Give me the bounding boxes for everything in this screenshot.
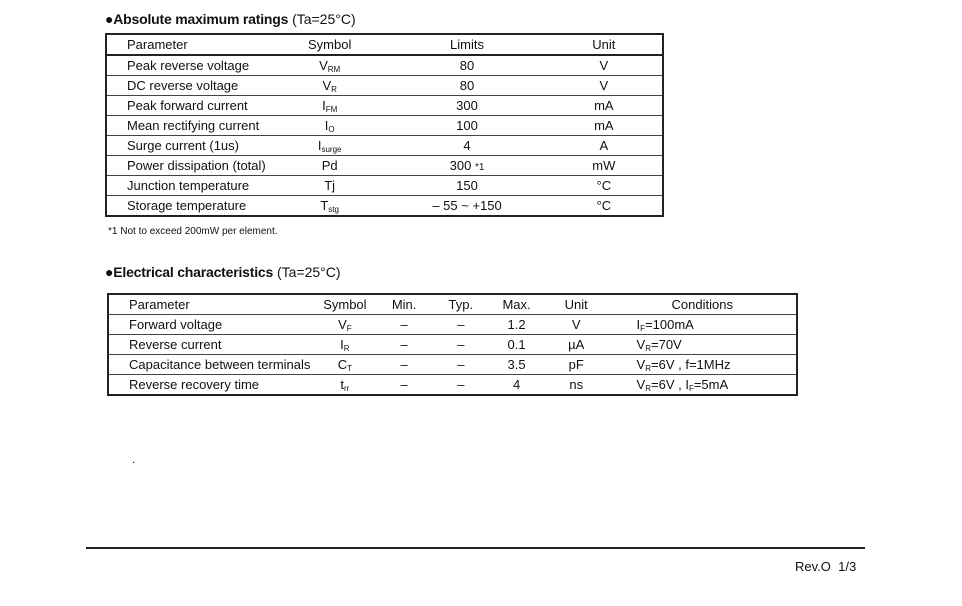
param-cell: Surge current (1us) [106,136,271,156]
max-cell: 4 [512,377,521,392]
table-row [106,196,663,217]
unit-cell: mW [546,156,663,176]
symbol-cell: $V_{RM}$ [271,55,388,76]
footnote: *1 Not to exceed 200mW per element. [108,226,278,237]
param-cell: Capacitance between terminals [108,355,314,375]
symbol-cell: $I_{FM}$ [271,96,388,116]
typ-cell: – [457,377,465,392]
electrical-characteristics-table [107,293,798,396]
limit-cell: 4 [388,136,545,156]
symbol-cell: $I_{surge}$ [271,136,388,156]
unit-cell: mA [546,116,663,136]
max-cell: 1.2 [489,315,544,335]
param-cell: Mean rectifying current [106,116,271,136]
header-symbol: Symbol [314,294,376,315]
header-limits: Limits [388,34,545,55]
min-cell: – [376,355,433,375]
min-cell: – [376,315,433,335]
table-header-row [108,294,797,315]
absolute-max-table [105,33,664,217]
param-cell: Junction temperature [106,176,271,196]
param-cell: Power dissipation (total) [106,156,271,176]
section-title-electrical: ●Electrical characteristics (Ta=25°C) [105,264,341,280]
conditions-cell: $V_R=6V$ , f=1MHz [609,355,797,375]
typ-cell: – [432,355,489,375]
title-text: Electrical characteristics [113,264,274,280]
table-row [106,96,663,116]
table-row [106,176,663,196]
footer-divider [86,547,865,549]
limit-cell: 300 *1 [388,156,545,176]
limit-cell: 80 [388,55,545,76]
min-cell: – [376,335,433,355]
header-symbol: Symbol [271,34,388,55]
param-cell: Peak reverse voltage [106,55,271,76]
table-row [106,76,663,96]
param-cell: Forward voltage [108,315,314,335]
footnote-ref: *1 [474,162,485,173]
param-cell: Reverse current [108,335,314,355]
unit-cell: µA [544,335,609,355]
limit-cell: 150 [388,176,545,196]
limit-cell: 80 [388,76,545,96]
max-cell: 3.5 [489,355,544,375]
table-row [108,335,797,355]
unit-cell: mA [546,96,663,116]
table-header-row [106,34,663,55]
symbol-cell: $V_R$ [271,76,388,96]
conditions-cell: $I_F=100mA$ [609,315,797,335]
header-unit: Unit [546,34,663,55]
param-cell: Storage temperature [127,198,247,213]
table-row [108,315,797,335]
header-unit: Unit [544,294,609,315]
header-max: Max. [489,294,544,315]
param-cell: DC reverse voltage [106,76,271,96]
table-row [108,355,797,375]
symbol-cell: $T_{stg}$ [320,197,339,214]
header-conditions: Conditions [609,294,797,315]
header-parameter: Parameter [106,34,271,55]
unit-cell: V [544,315,609,335]
typ-cell: – [432,315,489,335]
page-number: 1/3 [838,559,857,574]
table-row [108,375,797,396]
param-cell: Reverse recovery time [129,377,260,392]
stray-dot: . [132,452,136,466]
limit-cell: – 55 ~ +150 [432,198,502,213]
header-typ: Typ. [432,294,489,315]
symbol-cell: $V_F$ [314,315,376,335]
title-condition: (Ta=25°C) [276,264,341,280]
conditions-cell: $V_R=6V$ , $I_F=5mA$ [636,376,729,393]
symbol-cell: Pd [271,156,388,176]
unit-cell: ns [569,377,584,392]
unit-cell: V [546,76,663,96]
title-condition: (Ta=25°C) [292,11,356,27]
limit-cell: 100 [388,116,545,136]
section-title-absolute-max: ●Absolute maximum ratings (Ta=25°C) [105,11,356,27]
symbol-cell: $I_R$ [314,335,376,355]
unit-cell: pF [544,355,609,375]
unit-cell: V [546,55,663,76]
min-cell: – [400,377,408,392]
symbol-cell: $I_O$ [271,116,388,136]
header-parameter: Parameter [108,294,314,315]
limit-cell: 300 [388,96,545,116]
symbol-cell: Tj [271,176,388,196]
table-row [106,156,663,176]
symbol-cell: $t_{rr}$ [340,376,350,393]
revision-text: Rev.O [795,559,831,574]
max-cell: 0.1 [489,335,544,355]
title-text: Absolute maximum ratings [113,11,289,27]
revision-label [795,559,856,574]
unit-cell: °C [546,176,663,196]
conditions-cell: $V_R=70V$ [609,335,797,355]
table-row [106,55,663,76]
header-min: Min. [376,294,433,315]
table-row [106,116,663,136]
symbol-cell: $C_T$ [314,355,376,375]
table-row [106,136,663,156]
unit-cell: °C [596,198,612,213]
param-cell: Peak forward current [106,96,271,116]
unit-cell: A [546,136,663,156]
typ-cell: – [432,335,489,355]
